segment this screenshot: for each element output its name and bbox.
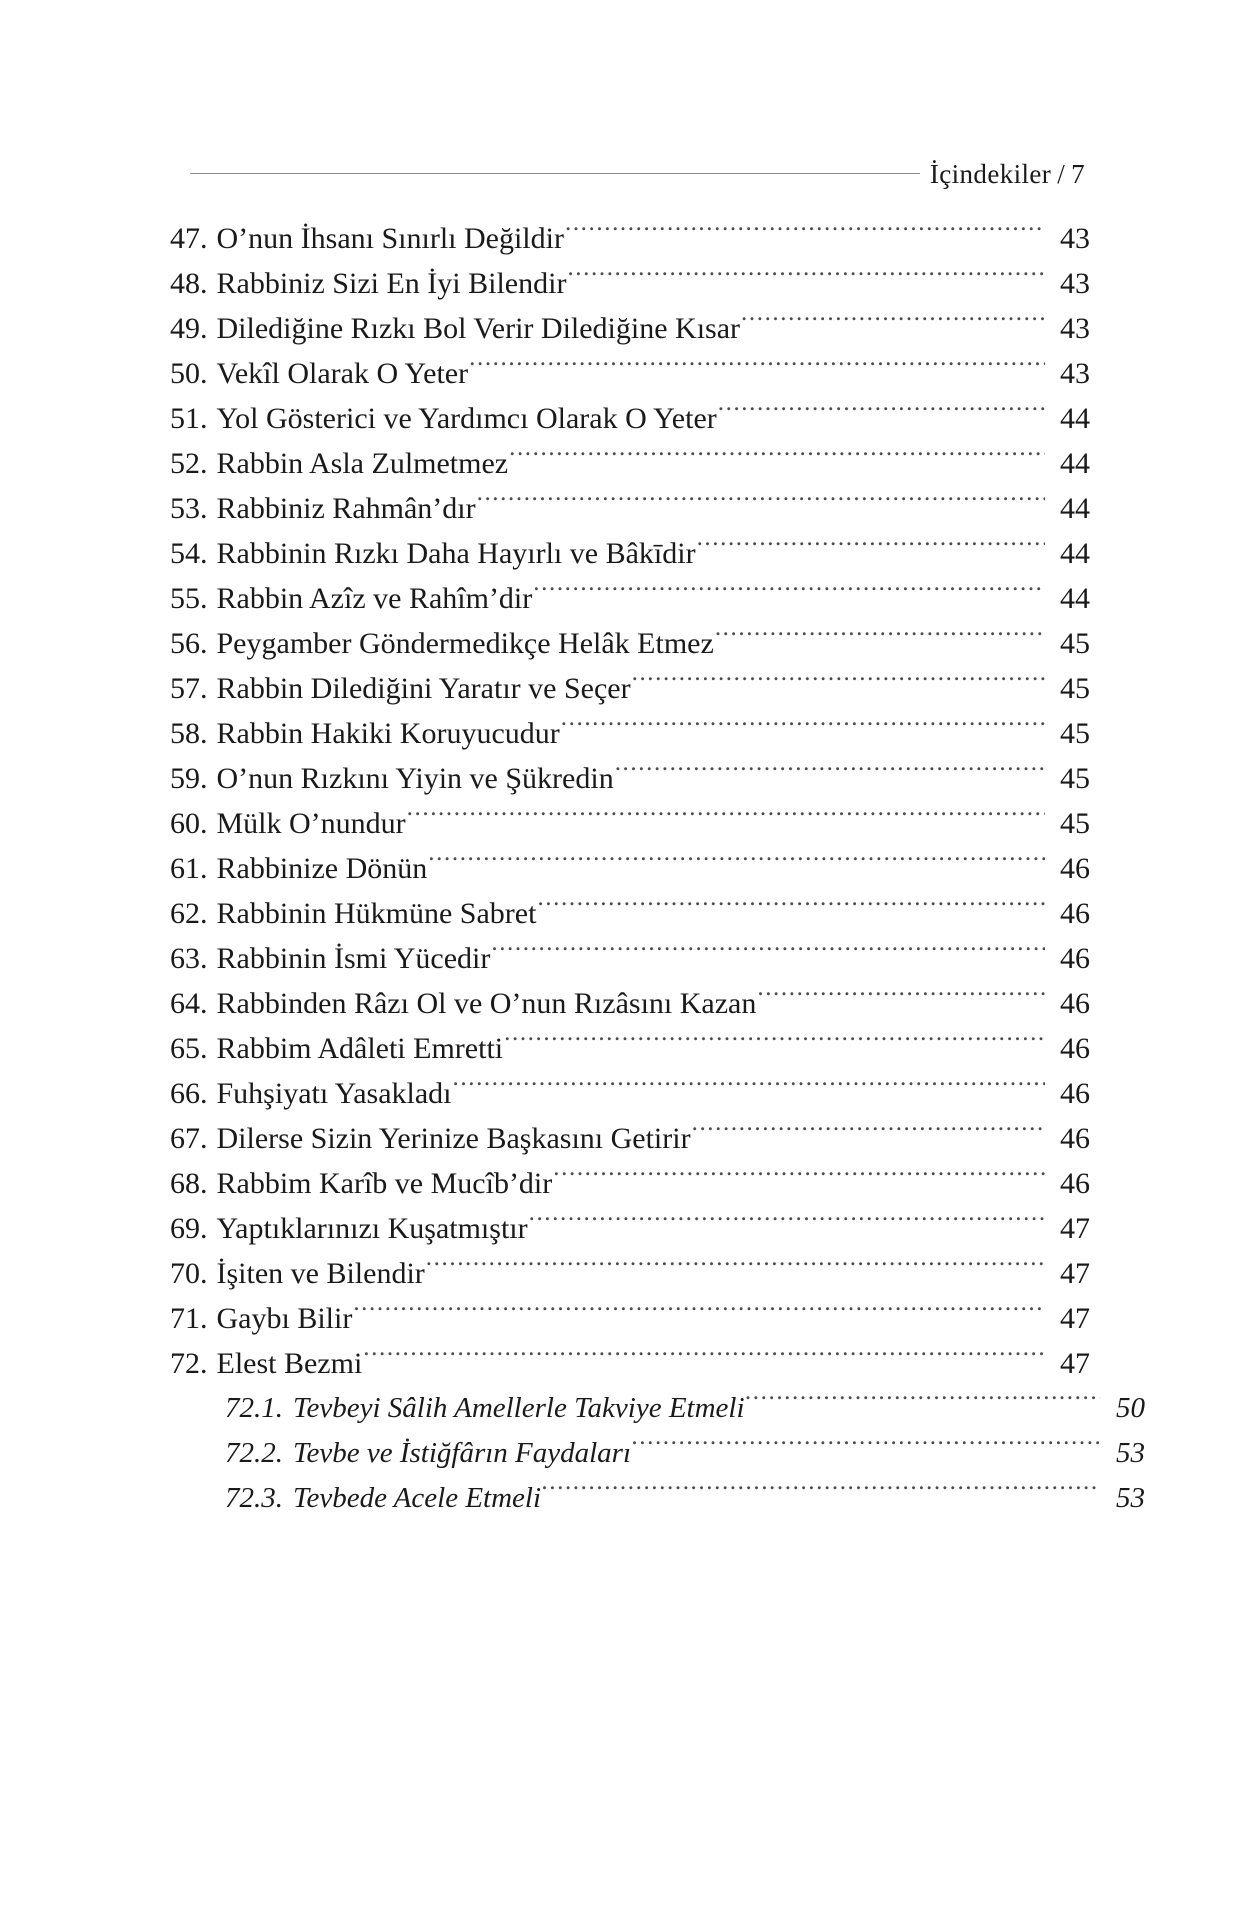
toc-entry-number: 64. xyxy=(170,987,208,1020)
toc-entry[interactable] xyxy=(170,441,1090,486)
toc-leader-dots xyxy=(553,1163,1045,1193)
toc-entry-label: Rabbin Hakiki Koruyucudur xyxy=(216,717,560,750)
toc-entry-number: 47. xyxy=(170,222,208,255)
toc-entry-number: 72.1. xyxy=(225,1392,283,1424)
toc-entry[interactable] xyxy=(170,576,1090,621)
toc-entry[interactable] xyxy=(170,531,1090,576)
toc-entry[interactable] xyxy=(170,711,1090,756)
running-header xyxy=(150,130,1085,190)
toc-entry[interactable] xyxy=(170,891,1090,936)
toc-leader-dots xyxy=(477,488,1045,518)
toc-entry-page: 44 xyxy=(1060,582,1090,615)
toc-entry-label: Tevbe ve İstiğfârın Faydaları xyxy=(293,1437,632,1469)
toc-leader-dots xyxy=(757,983,1045,1013)
toc-entry-page: 46 xyxy=(1060,942,1090,975)
toc-entry-number: 72.3. xyxy=(225,1482,283,1514)
table-of-contents xyxy=(170,216,1145,1521)
toc-leader-dots xyxy=(491,938,1045,968)
toc-leader-dots xyxy=(407,803,1045,833)
toc-entry[interactable] xyxy=(170,666,1090,711)
toc-entry-label: Tevbeyi Sâlih Amellerle Takviye Etmeli xyxy=(293,1392,745,1424)
toc-entry-label: Tevbede Acele Etmeli xyxy=(293,1482,542,1514)
toc-entry-page: 46 xyxy=(1060,1077,1090,1110)
toc-entry-page: 45 xyxy=(1060,762,1090,795)
toc-leader-dots xyxy=(353,1298,1045,1328)
toc-entry-label: Rabbinin Rızkı Daha Hayırlı ve Bâkīdir xyxy=(216,537,696,570)
toc-entry-page: 47 xyxy=(1060,1257,1090,1290)
toc-entry[interactable] xyxy=(170,1431,1145,1476)
toc-entry-page: 43 xyxy=(1060,357,1090,390)
toc-leader-dots xyxy=(715,623,1045,653)
toc-entry-page: 46 xyxy=(1060,987,1090,1020)
toc-entry-page: 44 xyxy=(1060,402,1090,435)
toc-entry-number: 50. xyxy=(170,357,208,390)
toc-entry-label: Yol Gösterici ve Yardımcı Olarak O Yeter xyxy=(216,402,717,435)
toc-leader-dots xyxy=(509,443,1045,473)
toc-leader-dots xyxy=(529,1208,1045,1238)
toc-entry-label: Rabbinin İsmi Yücedir xyxy=(216,942,491,975)
toc-entry-number: 62. xyxy=(170,897,208,930)
toc-entry-page: 46 xyxy=(1060,897,1090,930)
toc-entry-number: 52. xyxy=(170,447,208,480)
toc-entry[interactable] xyxy=(170,1206,1090,1251)
toc-entry[interactable] xyxy=(170,1251,1090,1296)
toc-entry-page: 50 xyxy=(1116,1392,1145,1424)
toc-entry[interactable] xyxy=(170,846,1090,891)
toc-leader-dots xyxy=(718,398,1045,428)
toc-leader-dots xyxy=(565,218,1045,248)
toc-entry-number: 72.2. xyxy=(225,1437,283,1469)
header-text xyxy=(920,161,1085,190)
toc-leader-dots xyxy=(632,668,1045,698)
header-page-number: 7 xyxy=(1071,159,1085,189)
toc-entry-label: Gaybı Bilir xyxy=(216,1302,353,1335)
toc-leader-dots xyxy=(469,353,1045,383)
toc-entry-label: Rabbim Adâleti Emretti xyxy=(216,1032,504,1065)
toc-entry[interactable] xyxy=(170,936,1090,981)
toc-entry-label: Rabbinize Dönün xyxy=(216,852,428,885)
toc-entry-page: 44 xyxy=(1060,537,1090,570)
toc-entry[interactable] xyxy=(170,981,1090,1026)
toc-entry-label: O’nun Rızkını Yiyin ve Şükredin xyxy=(216,762,614,795)
toc-entry[interactable] xyxy=(170,1386,1145,1431)
toc-entry-number: 54. xyxy=(170,537,208,570)
toc-entry-page: 46 xyxy=(1060,1167,1090,1200)
toc-entry-page: 45 xyxy=(1060,627,1090,660)
toc-entry-label: Rabbiniz Sizi En İyi Bilendir xyxy=(216,267,567,300)
toc-leader-dots xyxy=(363,1343,1045,1373)
toc-entry-number: 56. xyxy=(170,627,208,660)
toc-entry-page: 47 xyxy=(1060,1302,1090,1335)
toc-leader-dots xyxy=(426,1253,1045,1283)
toc-entry-page: 45 xyxy=(1060,717,1090,750)
toc-entry-label: Rabbin Dilediğini Yaratır ve Seçer xyxy=(216,672,631,705)
toc-entry[interactable] xyxy=(170,1161,1090,1206)
toc-leader-dots xyxy=(697,533,1045,563)
toc-entry-label: Rabbiniz Rahmân’dır xyxy=(216,492,476,525)
toc-leader-dots xyxy=(537,893,1045,923)
toc-entry-number: 68. xyxy=(170,1167,208,1200)
toc-entry-page: 47 xyxy=(1060,1347,1090,1380)
toc-entry-label: Fuhşiyatı Yasakladı xyxy=(216,1077,452,1110)
toc-entry-label: Yaptıklarınızı Kuşatmıştır xyxy=(216,1212,528,1245)
toc-entry-page: 44 xyxy=(1060,492,1090,525)
toc-entry[interactable] xyxy=(170,801,1090,846)
toc-entry-number: 51. xyxy=(170,402,208,435)
toc-leader-dots xyxy=(533,578,1045,608)
toc-leader-dots xyxy=(692,1118,1045,1148)
toc-entry-page: 53 xyxy=(1116,1437,1145,1469)
toc-entry[interactable] xyxy=(170,1341,1090,1386)
toc-entry[interactable] xyxy=(170,1116,1090,1161)
toc-entry-label: Dilediğine Rızkı Bol Verir Dilediğine Kısar xyxy=(216,312,741,345)
toc-entry[interactable] xyxy=(170,396,1090,441)
toc-entry-number: 53. xyxy=(170,492,208,525)
toc-entry-number: 71. xyxy=(170,1302,208,1335)
toc-entry-label: Dilerse Sizin Yerinize Başkasını Getirir xyxy=(216,1122,691,1155)
toc-entry-number: 55. xyxy=(170,582,208,615)
toc-entry[interactable] xyxy=(170,1071,1090,1116)
toc-leader-dots xyxy=(453,1073,1045,1103)
toc-entry[interactable] xyxy=(170,621,1090,666)
toc-leader-dots xyxy=(504,1028,1045,1058)
toc-entry-page: 43 xyxy=(1060,222,1090,255)
toc-entry-number: 67. xyxy=(170,1122,208,1155)
toc-leader-dots xyxy=(741,308,1045,338)
toc-entry-number: 49. xyxy=(170,312,208,345)
toc-entry-number: 65. xyxy=(170,1032,208,1065)
toc-entry[interactable] xyxy=(170,1476,1145,1521)
toc-entry-label: Elest Bezmi xyxy=(216,1347,363,1380)
toc-entry-label: Rabbin Azîz ve Rahîm’dir xyxy=(216,582,533,615)
toc-entry[interactable] xyxy=(170,486,1090,531)
toc-entry-number: 70. xyxy=(170,1257,208,1290)
toc-entry-label: İşiten ve Bilendir xyxy=(216,1257,425,1290)
toc-entry-number: 63. xyxy=(170,942,208,975)
toc-entry-number: 69. xyxy=(170,1212,208,1245)
toc-leader-dots xyxy=(561,713,1045,743)
toc-entry[interactable] xyxy=(170,306,1090,351)
toc-entry-label: Rabbim Karîb ve Mucîb’dir xyxy=(216,1167,553,1200)
toc-entry-page: 46 xyxy=(1060,1122,1090,1155)
toc-entry-label: Vekîl Olarak O Yeter xyxy=(216,357,469,390)
toc-entry[interactable] xyxy=(170,216,1090,261)
toc-entry-page: 53 xyxy=(1116,1482,1145,1514)
toc-entry-label: Peygamber Göndermedikçe Helâk Etmez xyxy=(216,627,714,660)
header-separator: / xyxy=(1057,159,1066,189)
toc-entry-page: 44 xyxy=(1060,447,1090,480)
toc-entry-label: Rabbin Asla Zulmetmez xyxy=(216,447,509,480)
toc-entry[interactable] xyxy=(170,756,1090,801)
toc-leader-dots xyxy=(428,848,1045,878)
toc-entry-number: 48. xyxy=(170,267,208,300)
toc-entry-number: 66. xyxy=(170,1077,208,1110)
toc-entry-number: 58. xyxy=(170,717,208,750)
toc-entry-label: O’nun İhsanı Sınırlı Değildir xyxy=(216,222,564,255)
toc-entry-number: 57. xyxy=(170,672,208,705)
toc-entry[interactable] xyxy=(170,351,1090,396)
toc-leader-dots xyxy=(632,1433,1100,1462)
toc-entry[interactable] xyxy=(170,1296,1090,1341)
toc-entry-label: Rabbinden Râzı Ol ve O’nun Rızâsını Kazan xyxy=(216,987,757,1020)
toc-entry-page: 43 xyxy=(1060,312,1090,345)
toc-entry-number: 61. xyxy=(170,852,208,885)
toc-entry-page: 47 xyxy=(1060,1212,1090,1245)
toc-entry[interactable] xyxy=(170,1026,1090,1071)
toc-entry-number: 60. xyxy=(170,807,208,840)
toc-entry-page: 45 xyxy=(1060,672,1090,705)
toc-entry-page: 46 xyxy=(1060,1032,1090,1065)
toc-leader-dots xyxy=(746,1388,1100,1417)
header-title: İçindekiler xyxy=(929,159,1052,189)
toc-entry-page: 43 xyxy=(1060,267,1090,300)
toc-entry[interactable] xyxy=(170,261,1090,306)
toc-entry-label: Rabbinin Hükmüne Sabret xyxy=(216,897,537,930)
toc-entry-label: Mülk O’nundur xyxy=(216,807,406,840)
toc-entry-page: 45 xyxy=(1060,807,1090,840)
toc-entry-number: 59. xyxy=(170,762,208,795)
toc-entry-page: 46 xyxy=(1060,852,1090,885)
toc-leader-dots xyxy=(542,1478,1100,1507)
toc-entry-number: 72. xyxy=(170,1347,208,1380)
toc-leader-dots xyxy=(567,263,1045,293)
toc-leader-dots xyxy=(615,758,1045,788)
